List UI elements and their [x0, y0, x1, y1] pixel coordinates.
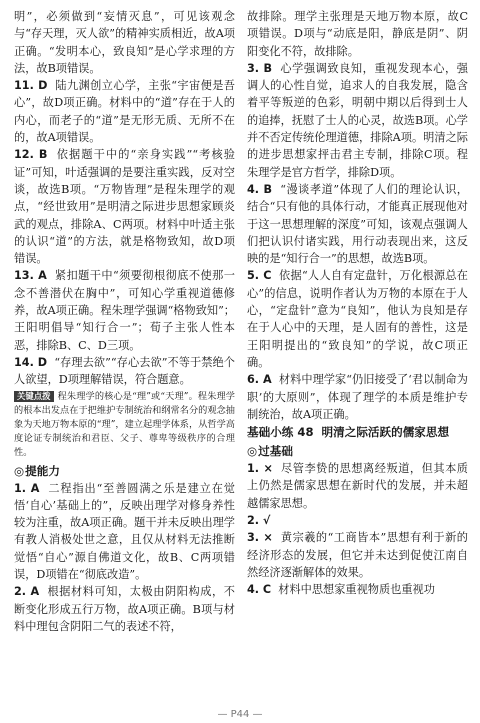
- ability-item-4: 4. B “漫谈孝道”体现了人们的理论认识，结合“只有他的具体行动，才能真正展现他对于这一思想理解的深度”可知，该观点强调人们把认识付诸实践，用行动表现出来，这反映的是“知行合一”的思想，故选B项。: [247, 182, 468, 266]
- continued-answer: 明”，必须做到“妄情灭息”，可见该观念与“存天理，灭人欲”的精神实质相近，故A项正确。“发明本心，致良知”是心学求理的方法，故B项错误。: [14, 10, 235, 75]
- ability-item-6: 6. A 材料中理学家“仍旧接受了‘君以制命为职’的大原则”，体现了理学的本质是维护专制统治，故A项正确。: [247, 373, 468, 421]
- ability-item-3: 3. B 心学强调致良知，重视发现本心，强调人的心性自觉，追求人的自我发展，隐含着平等叛逆的色彩，明朝中期以后得到士人的追捧，抚慰了士人的心灵，故选B项。心学并不否定传统伦理道德，排除A项。明清之际的进步思想家抨击君主专制，排除C项。程朱理学是官方哲学，排除D项。: [247, 61, 468, 179]
- basics-item-1: 1. × 尽管李贽的思想离经叛道，但其本质上仍然是儒家思想在新时代的发展，并未超越儒家思想。: [247, 462, 468, 510]
- key-point-label: 关键点拨: [14, 391, 54, 402]
- ability-item-5: 5. C 依据“人人自有定盘针，万化根源总在心”的信息，说明作者认为万物的本原在于人心，“定盘针”意为“良知”，他认为良知是存在于人心中的天理，是人固有的善性，这是王阳明提出的“致良知”的学说，故C项正确。: [247, 269, 468, 369]
- basics-item-3: 3. × 黄宗羲的“工商皆本”思想有利于新的经济形态的发展，但它并未达到促使江南自然经济逐渐解体的效果。: [247, 531, 468, 579]
- answer-item-14: 14. D “存理去欲”“存心去欲”不等于禁绝个人欲望，D项理解错误，符合题意。: [14, 355, 235, 387]
- left-column: [14, 8, 235, 635]
- two-columns: [14, 8, 468, 635]
- answer-item-13: 13. A 紧扣题干中“须要彻根彻底不使那一念不善潜伏在胸中”，可知心学重视道德修养，故A项正确。程朱理学强调“格物致知”；王阳明倡导“知行合一”；荀子主张人性本恶，排除B、C、D三项。: [14, 269, 235, 352]
- continued-answer-right: 故排除。理学主张理是天地万物本原，故C项错误。D项与“动底是阳，静底是阴”、阴阳变化不符，故排除。: [247, 10, 468, 58]
- right-column: [247, 8, 468, 635]
- lesson-heading: 基础小练 48 明清之际活跃的儒家思想: [247, 425, 450, 440]
- answer-item-11: 11. D 陆九渊创立心学，主张“宇宙便是吾心”，故D项正确。材料中的“道”存在于人的内心，而老子的“道”是无形无质、无所不在的，故A项错误。: [14, 79, 235, 145]
- basics-item-4: 4. C 材料中思想家重视物质也重视功: [247, 583, 435, 597]
- section-heading-basics: ◎过基础: [247, 444, 293, 459]
- ability-item-1: 1. A 二程指出“至善圆满之乐是建立在觉悟‘自心’基础上的”，反映出理学对修身养性较为注重，故A项正确。题干并未反映出理学有教人消极处世之意，且仅从材料无法推断觉悟“自心”源自佛道文化，故B、C两项错误，D项错在“彻底改造”。: [14, 481, 235, 582]
- ability-item-2: 2. A 根据材料可知，太极由阴阳构成，不断变化形成五行万物，故A项正确。B项与材料中理包含阴阳二气的表述不符，: [14, 585, 235, 633]
- answer-item-12: 12. B 依据题干中的“亲身实践”“考核验证”可知，叶适强调的是要注重实践，反对空谈，故选B项。“万物皆理”是程朱理学的观点，“经世致用”是明清之际进步思想家顾炎武的观点，排除A、C两项。材料中叶适主张的认识“道”的方法，就是格物致知，故D项错误。: [14, 148, 235, 266]
- page-number: — P44 —: [217, 709, 263, 720]
- basics-item-2: 2. √: [247, 514, 271, 528]
- section-heading-ability: ◎提能力: [14, 463, 60, 478]
- key-point-tip: 关键点拨 程朱理学的核心是“理”或“天理”。程朱理学的根本出发点在于把维护专制统治和纲常名分的观念抽象为天地万物本原的“理”，建立起理学体系，从哲学高度论证专制统治和君臣、父子、尊卑等级秩序的合理性。: [14, 390, 235, 458]
